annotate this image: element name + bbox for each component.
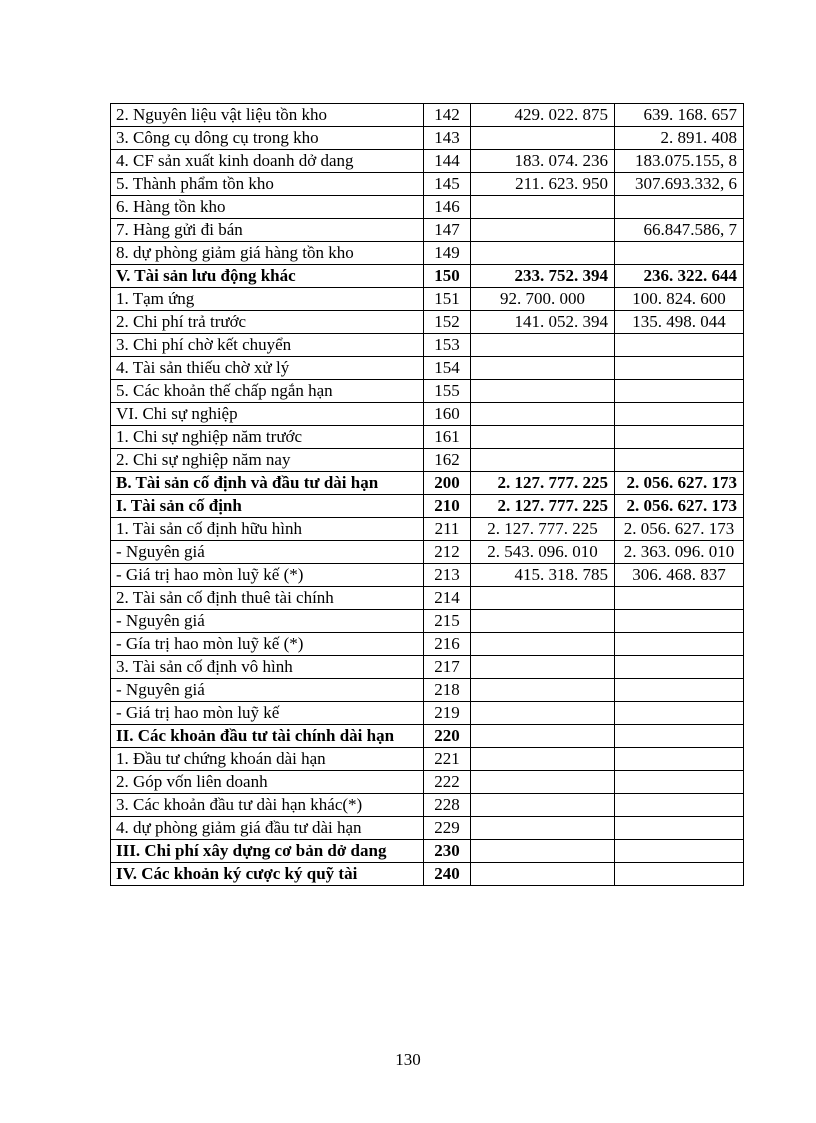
- table-row: [111, 403, 744, 426]
- value-start-of-period: 141. 052. 394: [471, 311, 615, 334]
- item-code: 216: [424, 633, 471, 656]
- item-label: 6. Hàng tồn kho: [111, 196, 424, 219]
- table-row: [111, 380, 744, 403]
- item-label: 2. Chi phí trả trước: [111, 311, 424, 334]
- value-end-of-period: 183.075.155, 8: [615, 150, 744, 173]
- item-code: 229: [424, 817, 471, 840]
- item-label: 3. Tài sản cố định vô hình: [111, 656, 424, 679]
- value-start-of-period: [471, 127, 615, 150]
- value-end-of-period: [615, 656, 744, 679]
- item-code: 152: [424, 311, 471, 334]
- value-start-of-period: 2. 543. 096. 010: [471, 541, 615, 564]
- table-row: [111, 702, 744, 725]
- item-label: - Nguyên giá: [111, 679, 424, 702]
- table-row: [111, 817, 744, 840]
- item-label: - Giá trị hao mòn luỹ kế: [111, 702, 424, 725]
- item-label: - Nguyên giá: [111, 610, 424, 633]
- value-start-of-period: 211. 623. 950: [471, 173, 615, 196]
- table-row: [111, 518, 744, 541]
- table-row: [111, 679, 744, 702]
- value-end-of-period: [615, 748, 744, 771]
- item-label: 1. Đầu tư chứng khoán dài hạn: [111, 748, 424, 771]
- value-end-of-period: 2. 056. 627. 173: [615, 495, 744, 518]
- value-start-of-period: [471, 334, 615, 357]
- value-start-of-period: [471, 380, 615, 403]
- item-label: 2. Góp vốn liên doanh: [111, 771, 424, 794]
- item-code: 217: [424, 656, 471, 679]
- table-row: [111, 219, 744, 242]
- item-code: 145: [424, 173, 471, 196]
- item-code: 160: [424, 403, 471, 426]
- item-label: B. Tài sản cố định và đầu tư dài hạn: [111, 472, 424, 495]
- value-end-of-period: [615, 357, 744, 380]
- value-start-of-period: 415. 318. 785: [471, 564, 615, 587]
- value-end-of-period: [615, 863, 744, 886]
- item-label: 3. Công cụ dông cụ trong kho: [111, 127, 424, 150]
- table-row: [111, 656, 744, 679]
- item-code: 240: [424, 863, 471, 886]
- item-label: 5. Các khoản thế chấp ngắn hạn: [111, 380, 424, 403]
- table-row: [111, 610, 744, 633]
- value-end-of-period: [615, 242, 744, 265]
- table-row: [111, 449, 744, 472]
- table-row: [111, 771, 744, 794]
- item-label: VI. Chi sự nghiệp: [111, 403, 424, 426]
- item-code: 212: [424, 541, 471, 564]
- item-code: 221: [424, 748, 471, 771]
- value-start-of-period: [471, 403, 615, 426]
- table-row: [111, 311, 744, 334]
- balance-sheet-body: [111, 104, 744, 886]
- value-end-of-period: [615, 587, 744, 610]
- item-code: 161: [424, 426, 471, 449]
- item-label: - Gía trị hao mòn luỹ kế (*): [111, 633, 424, 656]
- item-code: 153: [424, 334, 471, 357]
- table-row: [111, 104, 744, 127]
- value-start-of-period: 233. 752. 394: [471, 265, 615, 288]
- item-label: III. Chi phí xây dựng cơ bản dở dang: [111, 840, 424, 863]
- value-start-of-period: [471, 587, 615, 610]
- value-end-of-period: [615, 334, 744, 357]
- value-end-of-period: [615, 449, 744, 472]
- table-row: [111, 288, 744, 311]
- value-start-of-period: [471, 679, 615, 702]
- table-row: [111, 127, 744, 150]
- balance-sheet-table: [110, 103, 744, 886]
- value-end-of-period: [615, 426, 744, 449]
- table-row: [111, 495, 744, 518]
- item-label: 4. CF sản xuất kinh doanh dở dang: [111, 150, 424, 173]
- item-code: 146: [424, 196, 471, 219]
- item-label: 2. Chi sự nghiệp năm nay: [111, 449, 424, 472]
- value-end-of-period: [615, 794, 744, 817]
- table-row: [111, 564, 744, 587]
- value-start-of-period: [471, 242, 615, 265]
- value-start-of-period: 2. 127. 777. 225: [471, 495, 615, 518]
- value-start-of-period: [471, 863, 615, 886]
- item-code: 150: [424, 265, 471, 288]
- item-code: 222: [424, 771, 471, 794]
- item-label: 2. Tài sản cố định thuê tài chính: [111, 587, 424, 610]
- value-start-of-period: [471, 610, 615, 633]
- item-label: - Nguyên giá: [111, 541, 424, 564]
- value-start-of-period: [471, 426, 615, 449]
- value-end-of-period: [615, 771, 744, 794]
- value-end-of-period: [615, 679, 744, 702]
- table-row: [111, 265, 744, 288]
- value-end-of-period: 2. 891. 408: [615, 127, 744, 150]
- item-code: 162: [424, 449, 471, 472]
- table-row: [111, 196, 744, 219]
- item-label: 3. Các khoản đầu tư dài hạn khác(*): [111, 794, 424, 817]
- table-row: [111, 794, 744, 817]
- item-label: 1. Tài sản cố định hữu hình: [111, 518, 424, 541]
- value-end-of-period: [615, 725, 744, 748]
- value-end-of-period: 66.847.586, 7: [615, 219, 744, 242]
- item-label: I. Tài sản cố định: [111, 495, 424, 518]
- value-start-of-period: [471, 449, 615, 472]
- item-label: V. Tài sản lưu động khác: [111, 265, 424, 288]
- table-row: [111, 863, 744, 886]
- item-code: 219: [424, 702, 471, 725]
- item-label: - Giá trị hao mòn luỹ kế (*): [111, 564, 424, 587]
- value-start-of-period: [471, 794, 615, 817]
- item-code: 154: [424, 357, 471, 380]
- item-code: 147: [424, 219, 471, 242]
- table-row: [111, 173, 744, 196]
- item-code: 228: [424, 794, 471, 817]
- item-label: 7. Hàng gửi đi bán: [111, 219, 424, 242]
- value-start-of-period: [471, 702, 615, 725]
- value-end-of-period: 236. 322. 644: [615, 265, 744, 288]
- item-code: 151: [424, 288, 471, 311]
- value-start-of-period: [471, 357, 615, 380]
- value-start-of-period: [471, 656, 615, 679]
- value-end-of-period: [615, 403, 744, 426]
- value-end-of-period: 307.693.332, 6: [615, 173, 744, 196]
- table-row: [111, 150, 744, 173]
- value-start-of-period: 183. 074. 236: [471, 150, 615, 173]
- table-row: [111, 633, 744, 656]
- table-row: [111, 725, 744, 748]
- item-code: 218: [424, 679, 471, 702]
- table-row: [111, 748, 744, 771]
- value-end-of-period: 135. 498. 044: [615, 311, 744, 334]
- value-end-of-period: [615, 702, 744, 725]
- item-label: 4. dự phòng giảm giá đầu tư dài hạn: [111, 817, 424, 840]
- table-row: [111, 472, 744, 495]
- item-code: 144: [424, 150, 471, 173]
- table-row: [111, 541, 744, 564]
- value-end-of-period: 2. 056. 627. 173: [615, 518, 744, 541]
- item-code: 214: [424, 587, 471, 610]
- item-code: 142: [424, 104, 471, 127]
- item-label: 1. Tạm ứng: [111, 288, 424, 311]
- item-code: 200: [424, 472, 471, 495]
- item-code: 143: [424, 127, 471, 150]
- value-start-of-period: [471, 633, 615, 656]
- value-start-of-period: 92. 700. 000: [471, 288, 615, 311]
- value-end-of-period: 639. 168. 657: [615, 104, 744, 127]
- item-code: 155: [424, 380, 471, 403]
- table-row: [111, 426, 744, 449]
- item-code: 210: [424, 495, 471, 518]
- item-label: IV. Các khoản ký cược ký quỹ tài: [111, 863, 424, 886]
- item-label: II. Các khoản đầu tư tài chính dài hạn: [111, 725, 424, 748]
- table-row: [111, 840, 744, 863]
- value-end-of-period: 306. 468. 837: [615, 564, 744, 587]
- value-start-of-period: 2. 127. 777. 225: [471, 472, 615, 495]
- item-code: 230: [424, 840, 471, 863]
- item-label: 1. Chi sự nghiệp năm trước: [111, 426, 424, 449]
- item-label: 3. Chi phí chờ kết chuyển: [111, 334, 424, 357]
- table-row: [111, 334, 744, 357]
- value-start-of-period: [471, 196, 615, 219]
- item-label: 5. Thành phẩm tồn kho: [111, 173, 424, 196]
- item-code: 215: [424, 610, 471, 633]
- value-end-of-period: 2. 363. 096. 010: [615, 541, 744, 564]
- table-row: [111, 242, 744, 265]
- item-code: 213: [424, 564, 471, 587]
- item-code: 211: [424, 518, 471, 541]
- table-row: [111, 587, 744, 610]
- value-start-of-period: [471, 748, 615, 771]
- value-start-of-period: 429. 022. 875: [471, 104, 615, 127]
- value-end-of-period: [615, 380, 744, 403]
- item-code: 220: [424, 725, 471, 748]
- item-label: 8. dự phòng giảm giá hàng tồn kho: [111, 242, 424, 265]
- value-end-of-period: [615, 817, 744, 840]
- value-end-of-period: [615, 840, 744, 863]
- table-row: [111, 357, 744, 380]
- page-number: 130: [395, 1050, 421, 1069]
- value-start-of-period: [471, 219, 615, 242]
- value-start-of-period: [471, 817, 615, 840]
- value-start-of-period: [471, 771, 615, 794]
- value-start-of-period: [471, 840, 615, 863]
- value-start-of-period: 2. 127. 777. 225: [471, 518, 615, 541]
- item-label: 2. Nguyên liệu vật liệu tồn kho: [111, 104, 424, 127]
- value-end-of-period: [615, 610, 744, 633]
- value-end-of-period: [615, 633, 744, 656]
- value-end-of-period: [615, 196, 744, 219]
- item-code: 149: [424, 242, 471, 265]
- value-end-of-period: 2. 056. 627. 173: [615, 472, 744, 495]
- value-start-of-period: [471, 725, 615, 748]
- item-label: 4. Tài sản thiếu chờ xử lý: [111, 357, 424, 380]
- value-end-of-period: 100. 824. 600: [615, 288, 744, 311]
